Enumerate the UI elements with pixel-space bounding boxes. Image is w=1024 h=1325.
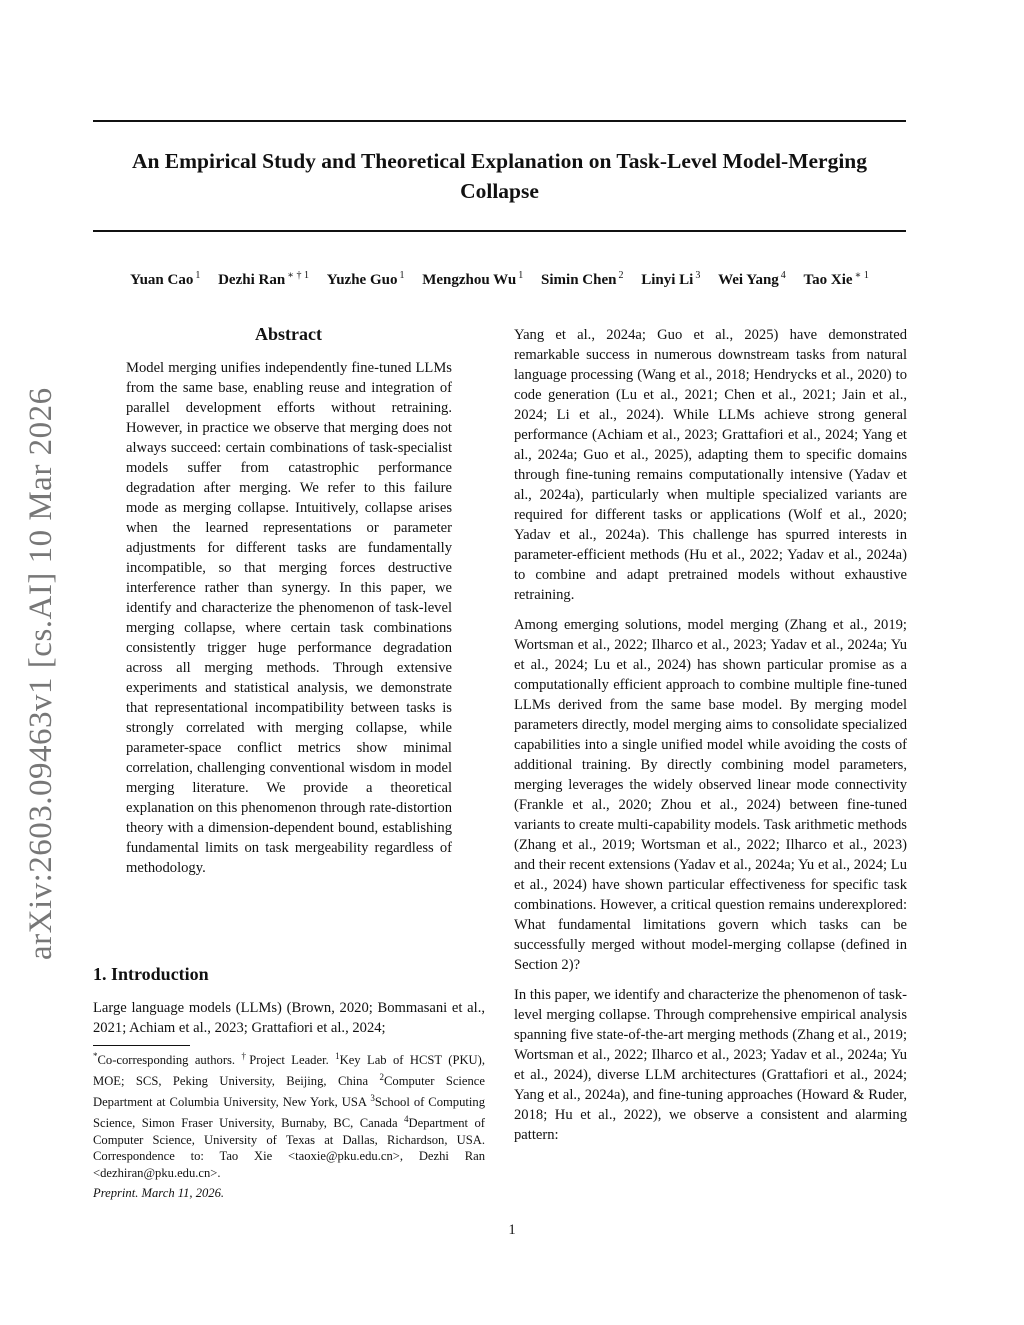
author: Tao Xie $^{∗ 1}$ xyxy=(803,270,869,288)
footnote: *Co-corresponding authors. †Project Leader. $^1$Key Lab of HCST (PKU), MOE; SCS, Peking University, Beijing, China $^2$Computer Science Department at Columbia University, New York, USA $^3$School of Computing Science, Simon Fraser University, Burnaby, BC, Canada $^4$Department of Computer Science, University of Texas at Dallas, Richardson, USA. Correspondence to: Tao Xie <taoxie@pku.edu.cn>, Dezhi Ran <dezhiran@pku.edu.cn>. xyxy=(93,1051,485,1180)
abstract-text: Model merging unifies independently fine-tuned LLMs from the same base, enabling reuse and integration of parallel development efforts without retraining. However, in practice we observe that merging does not always succeed: certain combinations of task-specialist models suffer from catastrophic performance degradation after merging. We refer to this failure mode as merging collapse. Intuitively, collapse arises when the learned representations or parameter adjustments for different tasks are fundamentally incompatible, so that merging forces destructive interference rather than synergy. In this paper, we identify and characterize the phenomenon of task-level merging collapse, where certain task combinations consistently trigger huge performance degradation across all merging methods. Through extensive experiments and statistical analysis, we demonstrate that representational incompatibility between tasks is strongly correlated with merging collapse, while parameter-space conflict metrics show minimal correlation, challenging conventional wisdom in model merging literature. We provide a theoretical explanation on this phenomenon through rate-distortion theory with a dimension-dependent bound, establishing fundamental limits on task mergeability regardless of methodology. xyxy=(126,360,452,876)
footnote-rule xyxy=(93,1045,190,1046)
introduction-paragraph: Among emerging solutions, model merging (Zhang et al., 2019; Wortsman et al., 2022; Ilharco et al., 2023; Yadav et al., 2024a; Yu et al., 2024; Lu et al., 2024) has shown particular promise as a computationally efficient approach to combine multiple fine-tuned LLMs derived from the same base model. By merging model parameters directly, model merging aims to consolidate specialized capabilities into a single unified model while avoiding the costs of additional training. By directly combining model parameters, merging leverages the widely observed linear mode connectivity (Frankle et al., 2020; Zhou et al., 2024) between fine-tuned variants to create multi-capability models. Task arithmetic methods (Zhang et al., 2019; Wortsman et al., 2022; Ilharco et al., 2023) and their recent extensions (Yadav et al., 2024a; Yu et al., 2024; Lu et al., 2024) have shown particular effectiveness for specific task combinations. However, a critical question remains underexplored: What fundamental limitations govern which tasks can be successfully merged without model-merging collapse (defined in Section 2)? xyxy=(514,617,907,973)
arxiv-identifier: arXiv:2603.09463v1 [cs.AI] 10 Mar 2026 xyxy=(23,387,59,960)
introduction-paragraph-left: Large language models (LLMs) (Brown, 2020; Bommasani et al., 2021; Achiam et al., 2023; Grattafiori et al., 2024; xyxy=(93,1000,485,1036)
right-column xyxy=(514,325,907,1155)
introduction-heading: 1. Introduction xyxy=(93,964,209,984)
author: Linyi Li $^3$ xyxy=(641,270,701,288)
title-bottom-rule xyxy=(93,230,906,232)
author: Simin Chen $^2$ xyxy=(541,270,624,288)
page-number: 1 xyxy=(508,1222,516,1238)
paper-title: An Empirical Study and Theoretical Explanation on Task-Level Model-Merging Collapse xyxy=(131,149,868,203)
author: Yuan Cao $^1$ xyxy=(130,270,201,288)
author: Mengzhou Wu $^1$ xyxy=(422,270,524,288)
author: Wei Yang $^4$ xyxy=(718,270,786,288)
abstract-heading: Abstract xyxy=(255,324,322,344)
introduction-paragraph: Yang et al., 2024a; Guo et al., 2025) have demonstrated remarkable success in numerous downstream tasks from natural language processing (Wang et al., 2018; Hendrycks et al., 2020) to code generation (Lu et al., 2021; Chen et al., 2021; Jain et al., 2024; Li et al., 2024). While LLMs achieve strong general performance (Achiam et al., 2023; Grattafiori et al., 2024; Yang et al., 2024a; Guo et al., 2025), adapting them to specific domains through fine-tuning remains computationally intensive (Yadav et al., 2024a), particularly when multiple specialized variants are required for different tasks or applications (Wolf et al., 2020; Yadav et al., 2024a). This challenge has spurred interests in parameter-efficient methods (Hu et al., 2022; Yadav et al., 2024a) to combine and adapt pretrained models without exhaustive retraining. xyxy=(514,327,907,603)
author-list xyxy=(93,265,906,291)
author: Yuzhe Guo $^1$ xyxy=(326,270,405,288)
author: Dezhi Ran $^{∗ \dagger 1}$ xyxy=(218,270,309,288)
title-top-rule xyxy=(93,120,906,122)
preprint-note: Preprint. March 11, 2026. xyxy=(93,1186,225,1200)
introduction-paragraph: In this paper, we identify and characterize the phenomenon of task-level merging collapse. Through comprehensive empirical analysis spanning five state-of-the-art merging methods (Zhang et al., 2019; Wortsman et al., 2022; Ilharco et al., 2023; Yadav et al., 2024a; Yu et al., 2024), diverse LLM architectures (Grattafiori et al., 2024; Yang et al., 2024a), and fine-tuning approaches (Howard & Ruder, 2018; Hu et al., 2022), we observe a consistent and alarming pattern: xyxy=(514,987,907,1143)
